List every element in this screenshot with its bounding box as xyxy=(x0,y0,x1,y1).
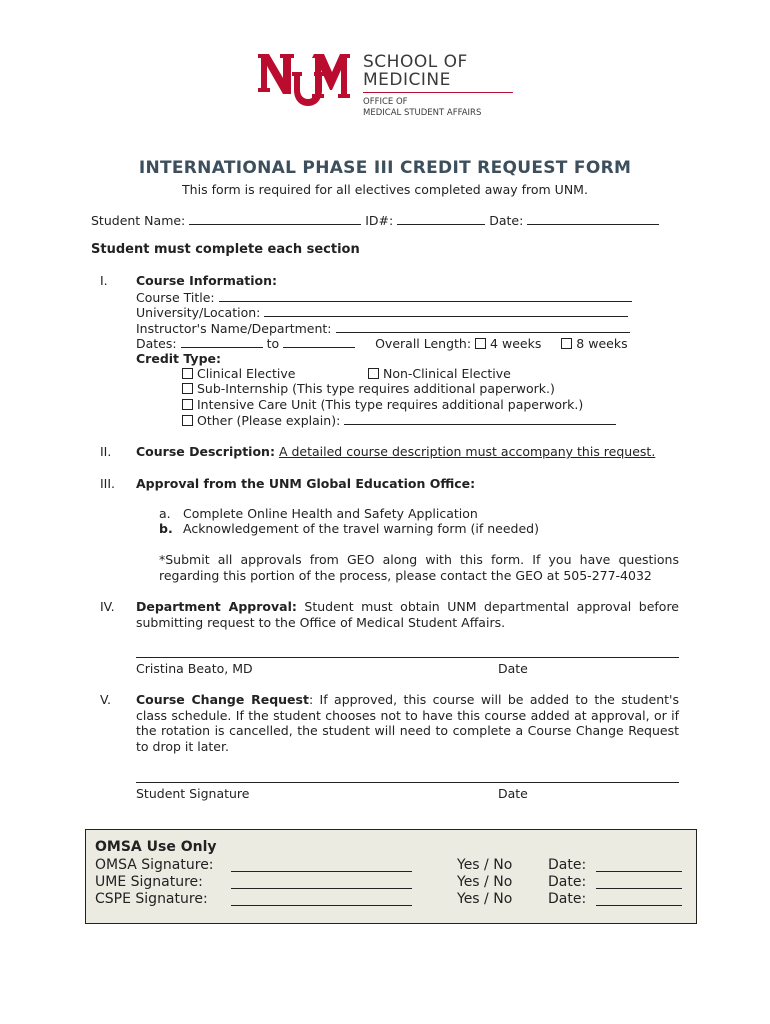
omsa-heading: OMSA Use Only xyxy=(95,839,217,855)
omsa-row-date-label: Date: xyxy=(548,874,587,890)
section5-title: Course Change Request xyxy=(136,692,309,707)
other-field[interactable] xyxy=(344,412,616,425)
geo-item-a xyxy=(159,506,478,521)
omsa-row-signature-field[interactable] xyxy=(231,871,412,872)
instructor-field[interactable] xyxy=(336,320,630,333)
student-date-label: Date xyxy=(498,786,528,801)
form-subtitle: This form is required for all electives completed away from UNM. xyxy=(182,182,588,197)
unm-logo-mark xyxy=(258,52,353,114)
section1-number: I. xyxy=(100,273,108,288)
subinternship-option xyxy=(182,381,555,396)
omsa-row-date-label: Date: xyxy=(548,891,587,907)
icu-checkbox[interactable] xyxy=(182,399,193,410)
other-option xyxy=(182,412,616,428)
dates-start-field[interactable] xyxy=(181,335,263,348)
student-signature-label: Student Signature xyxy=(136,786,250,801)
section4-number: IV. xyxy=(100,599,115,614)
geo-note: *Submit all approvals from GEO along with this form. If you have questions regarding this portion of the process, please contact the GEO at 505-277-4032 xyxy=(159,552,679,583)
icu-option xyxy=(182,397,583,412)
omsa-row-yesno: Yes / No xyxy=(457,891,513,907)
section2-title: Course Description: xyxy=(136,444,275,459)
weeks4-label: 4 weeks xyxy=(490,336,542,351)
form-title: INTERNATIONAL PHASE III CREDIT REQUEST FORM xyxy=(138,158,632,178)
student-name-label: Student Name: xyxy=(91,213,186,228)
other-label: Other (Please explain): xyxy=(196,413,341,428)
weeks8-checkbox[interactable] xyxy=(561,338,572,349)
course-title-row xyxy=(136,289,632,305)
clinical-label: Clinical Elective xyxy=(196,366,296,381)
clinical-option xyxy=(182,366,295,381)
nonclinical-option xyxy=(368,366,511,381)
subinternship-checkbox[interactable] xyxy=(182,383,193,394)
section3-title: Approval from the UNM Global Education Office: xyxy=(136,476,476,491)
omsa-row-2 xyxy=(95,874,690,890)
dates-row xyxy=(136,335,628,351)
section4-title: Department Approval: xyxy=(136,599,297,614)
section1-title: Course Information: xyxy=(136,273,278,288)
section5-number: V. xyxy=(100,692,111,707)
dept-date-label: Date xyxy=(498,661,528,676)
instructor-label: Instructor's Name/Department: xyxy=(136,321,332,336)
id-label: ID#: xyxy=(365,213,394,228)
omsa-row-1 xyxy=(95,857,690,873)
geo-item-a-text: Complete Online Health and Safety Application xyxy=(182,506,478,521)
overall-length-label: Overall Length: xyxy=(375,336,472,351)
course-title-field[interactable] xyxy=(219,289,632,302)
section2-row xyxy=(136,444,655,459)
weeks4-checkbox[interactable] xyxy=(475,338,486,349)
university-label: University/Location: xyxy=(136,305,261,320)
omsa-row-label: OMSA Signature: xyxy=(95,857,214,873)
section5-text: : If approved, this course will be added to the student's class schedule. If the student chooses not to have this course added at approval, or if the rotation is cancelled, the student will need to complete a Course Change Request to drop it later. xyxy=(136,692,679,754)
omsa-row-date-label: Date: xyxy=(548,857,587,873)
dates-label: Dates: xyxy=(136,336,177,351)
geo-item-a-marker: a. xyxy=(159,506,171,521)
omsa-row-date-field[interactable] xyxy=(596,871,682,872)
date-field[interactable] xyxy=(527,212,659,225)
clinical-checkbox[interactable] xyxy=(182,368,193,379)
omsa-row-label: UME Signature: xyxy=(95,874,203,890)
id-field[interactable] xyxy=(397,212,485,225)
dept-signer-label: Cristina Beato, MD xyxy=(136,661,253,676)
other-checkbox[interactable] xyxy=(182,415,193,426)
omsa-row-date-field[interactable] xyxy=(596,905,682,906)
logo-divider xyxy=(363,92,513,93)
omsa-row-date-field[interactable] xyxy=(596,888,682,889)
date-label: Date: xyxy=(489,213,524,228)
section3-number: III. xyxy=(100,476,116,491)
geo-item-b xyxy=(159,521,539,536)
credit-type-label: Credit Type: xyxy=(136,351,221,366)
dates-to-label: to xyxy=(266,336,280,351)
section2-text: A detailed course description must accompany this request. xyxy=(278,444,656,459)
dept-signature-line[interactable] xyxy=(136,657,679,658)
student-name-field[interactable] xyxy=(189,212,361,225)
nonclinical-checkbox[interactable] xyxy=(368,368,379,379)
school-name-line2: MEDICINE xyxy=(363,70,451,90)
omsa-use-only-box xyxy=(85,829,697,924)
university-field[interactable] xyxy=(264,304,628,317)
section4-paragraph xyxy=(136,599,679,630)
instructor-row xyxy=(136,320,630,336)
omsa-row-yesno: Yes / No xyxy=(457,874,513,890)
school-name-line1: SCHOOL OF xyxy=(363,52,468,72)
instructions: Student must complete each section xyxy=(91,242,360,257)
omsa-row-signature-field[interactable] xyxy=(231,888,412,889)
omsa-row-signature-field[interactable] xyxy=(231,905,412,906)
subinternship-label: Sub-Internship (This type requires additional paperwork.) xyxy=(196,381,555,396)
section2-number: II. xyxy=(100,444,112,459)
geo-item-b-marker: b. xyxy=(159,521,173,536)
nonclinical-label: Non-Clinical Elective xyxy=(382,366,511,381)
section5-paragraph xyxy=(136,692,679,754)
header-fields xyxy=(91,212,659,228)
office-line2: MEDICAL STUDENT AFFAIRS xyxy=(363,108,482,118)
omsa-row-3 xyxy=(95,891,690,907)
university-row xyxy=(136,304,628,320)
weeks8-label: 8 weeks xyxy=(576,336,628,351)
unm-logo xyxy=(258,52,353,114)
section4-text: Student must obtain UNM departmental approval before submitting request to the Office of Medical Student Affairs. xyxy=(136,599,679,630)
course-title-label: Course Title: xyxy=(136,290,215,305)
omsa-row-yesno: Yes / No xyxy=(457,857,513,873)
omsa-row-label: CSPE Signature: xyxy=(95,891,208,907)
dates-end-field[interactable] xyxy=(283,335,355,348)
icu-label: Intensive Care Unit (This type requires additional paperwork.) xyxy=(196,397,584,412)
geo-item-b-text: Acknowledgement of the travel warning form (if needed) xyxy=(182,521,539,536)
student-signature-line[interactable] xyxy=(136,782,679,783)
office-line1: OFFICE OF xyxy=(363,97,408,107)
